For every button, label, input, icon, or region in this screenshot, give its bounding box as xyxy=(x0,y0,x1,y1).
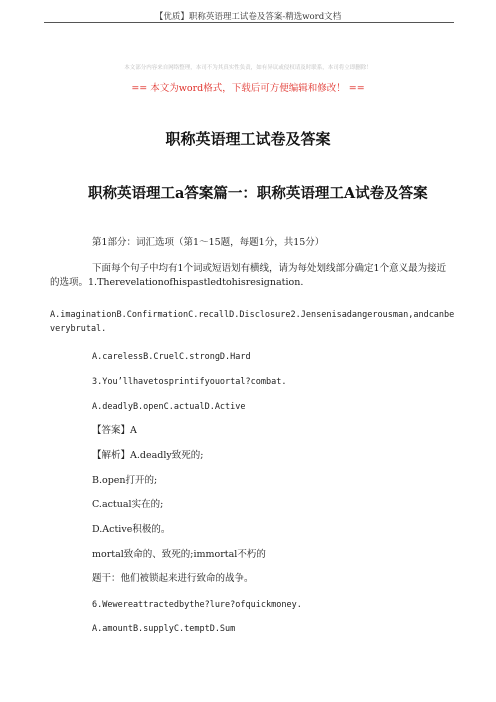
explanation-item-d: D.Active积极的。 xyxy=(92,524,171,535)
explanation-item-b: B.open打开的; xyxy=(92,475,158,486)
options-line-3: A.deadlyB.openC.actualD.Active xyxy=(92,402,246,412)
instruction-text: 下面每个句子中均有1个词或短语划有横线，请为每处划线部分确定1个意义最为接近的选项。1.Therevelationofhispastledtohisresignation. xyxy=(50,263,447,288)
explanation-line: 【解析】A.deadly致死的; xyxy=(92,450,204,461)
options-line-1: A.imaginationB.ConfirmationC.recallD.Disclosure2.Jensenisadangerousman,andcanbeverybrutal. xyxy=(50,310,455,334)
header-title: 【优质】职称英语理工试卷及答案-精选word文档 xyxy=(154,12,342,22)
question-3: 3.You’llhavetosprintifyouortal?combat. xyxy=(92,377,287,387)
stem-note: 题干：他们被锁起来进行致命的战争。 xyxy=(92,573,254,584)
header-divider xyxy=(44,22,454,23)
format-notice: == 本文为word格式，下载后可方便编辑和修改！ == xyxy=(131,83,365,94)
vocab-note: mortal致命的、致死的;immortal不朽的 xyxy=(92,549,266,560)
section-heading: 职称英语理工a答案篇一：职称英语理工A试卷及答案 xyxy=(88,185,428,202)
part-label: 第1部分：词汇选项（第1～15题，每题1分，共15分） xyxy=(92,237,325,248)
options-line-2: A.carelessB.CruelC.strongD.Hard xyxy=(92,352,251,362)
instruction-paragraph xyxy=(50,262,455,290)
question-6: 6.Wewereattractedbythe?lure?ofquickmoney. xyxy=(92,600,302,610)
answer-label: 【答案】A xyxy=(92,425,137,436)
disclaimer: 本文部分内容来自网络整理，本司不为其真实性负责，如有异议或侵权请及时联系，本司将立即删除！ xyxy=(124,65,372,71)
explanation-item-c: C.actual实在的; xyxy=(92,499,164,510)
document-title: 职称英语理工试卷及答案 xyxy=(165,130,331,148)
options-line-6: A.amountB.supplyC.temptD.Sum xyxy=(92,624,236,634)
